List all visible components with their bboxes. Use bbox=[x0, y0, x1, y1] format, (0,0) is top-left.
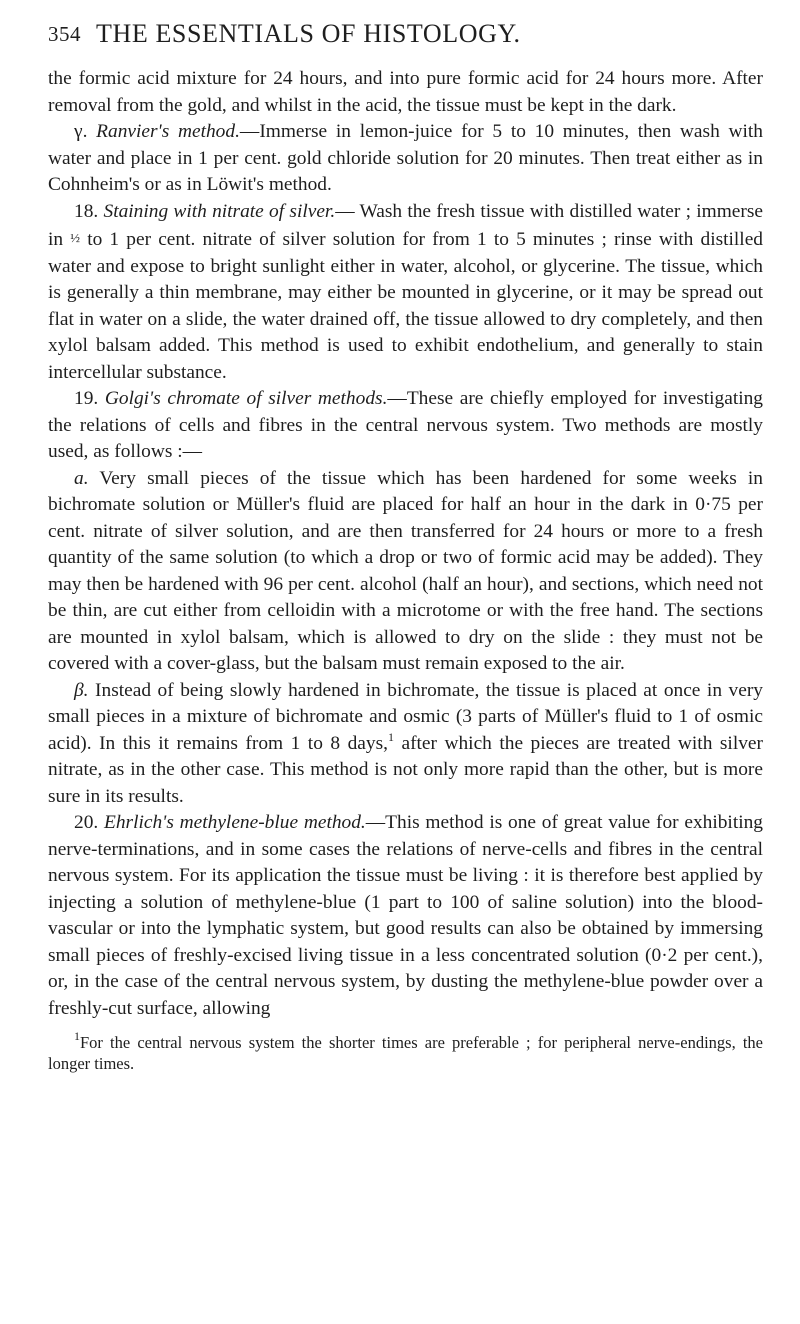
footnote-marker: 1 bbox=[74, 1029, 80, 1043]
paragraph-text: —This method is one of great value for exhibiting nerve-terminations, and in some cases the relations of nerve-cells and fibres in the central nervous system. For its application the tissue must be living : it is therefore best applied by injecting a solution of methylene-blue (1 part to 100 of saline solution) into the blood-vascular or into the lymphatic system, but good results can also be obtained by immersing small pieces of freshly-excised living tissue in a less concentrated solution (0·2 per cent.), or, in the case of the central nervous system, by dusting the methylene-blue powder over a freshly-cut surface, allowing bbox=[48, 812, 763, 1019]
paragraph-text: to 1 per cent. nitrate of silver solution for from 1 to 5 minutes ; rinse with distilled water and expose to bright sunlight either in water, alcohol, or glycerine. The tissue, which is generally a thin membrane, may either be mounted in glycerine, or it may be spread out flat in water on a slide, the water drained off, the tissue allowed to dry completely, and then xylol balsam added. This method is used to exhibit endothelium, and generally to stain intercellular substance. bbox=[48, 229, 763, 383]
item-label: a. bbox=[74, 467, 89, 489]
section-number: 18. bbox=[74, 200, 99, 222]
section-number: 19. bbox=[74, 388, 99, 409]
section-title: Ranvier's method. bbox=[96, 121, 240, 142]
fraction: ½ bbox=[70, 230, 81, 245]
footnote-text: For the central nervous system the shorter times are preferable ; for peripheral nerve-endings, the longer times. bbox=[48, 1033, 763, 1073]
paragraph-continuation bbox=[48, 66, 763, 119]
footnote-reference: 1 bbox=[387, 729, 394, 744]
paragraph-text: — Wash the fresh tissue with distilled water ; immerse in bbox=[48, 200, 763, 250]
section-title: Golgi's chromate of silver methods. bbox=[104, 388, 388, 409]
paragraph-golgi-methods bbox=[48, 386, 763, 466]
paragraph-method-b bbox=[48, 678, 763, 811]
paragraph-text: —These are chiefly employed for investigating the relations of cells and fibres in the central nervous system. Two methods are mostly used, as follows :— bbox=[48, 388, 763, 462]
section-title: Staining with nitrate of silver. bbox=[103, 200, 336, 222]
book-page bbox=[48, 19, 764, 1074]
section-title: Ehrlich's methylene-blue method. bbox=[104, 812, 366, 833]
section-number: 20. bbox=[74, 812, 99, 833]
paragraph-text: Instead of being slowly hardened in bichromate, the tissue is placed at once in very small pieces in a mixture of bichromate and osmic (3 parts of Müller's fluid to 1 of osmic acid). In this it remains from 1 to 8 days, bbox=[48, 679, 763, 754]
body-text bbox=[48, 66, 763, 1022]
paragraph-text: Very small pieces of the tissue which has been hardened for some weeks in bichromate solution or Müller's fluid are placed for half an hour in the dark in 0·75 per cent. nitrate of silver solution, and are then transferred for 24 hours or more to a fresh quantity of the same solution (to which a drop or two of formic acid may be added). They may then be hardened with 96 per cent. alcohol (half an hour), and sections, which need not be thin, are cut either from celloidin with a microtome or with the free hand. The sections are mounted in xylol balsam, which is allowed to dry on the slide : they must not be covered with a cover-glass, but the balsam must remain exposed to the air. bbox=[48, 467, 764, 674]
paragraph-ranvier-method bbox=[48, 119, 763, 199]
item-label: γ. bbox=[74, 121, 88, 142]
paragraph-text: after which the pieces are treated with silver nitrate, as in the other case. This method is not only more rapid than the other, but is more sure in its results. bbox=[48, 732, 763, 807]
paragraph-silver-nitrate bbox=[48, 199, 763, 387]
paragraph-ehrlich-method bbox=[48, 810, 763, 1022]
item-label: β. bbox=[74, 679, 89, 701]
paragraph-text: —Immerse in lemon-juice for 5 to 10 minutes, then wash with water and place in 1 per cent. gold chloride solution for 20 minutes. Then treat either as in Cohnheim's or as in Löwit's method. bbox=[48, 121, 763, 195]
page-header bbox=[48, 19, 763, 66]
paragraph-text: the formic acid mixture for 24 hours, and into pure formic acid for 24 hours more. After removal from the gold, and whilst in the acid, the tissue must be kept in the dark. bbox=[48, 68, 763, 116]
running-title: THE ESSENTIALS OF HISTOLOGY. bbox=[96, 19, 521, 48]
paragraph-method-a bbox=[48, 466, 763, 678]
footnote bbox=[48, 1029, 763, 1074]
page-number: 354 bbox=[48, 22, 81, 46]
